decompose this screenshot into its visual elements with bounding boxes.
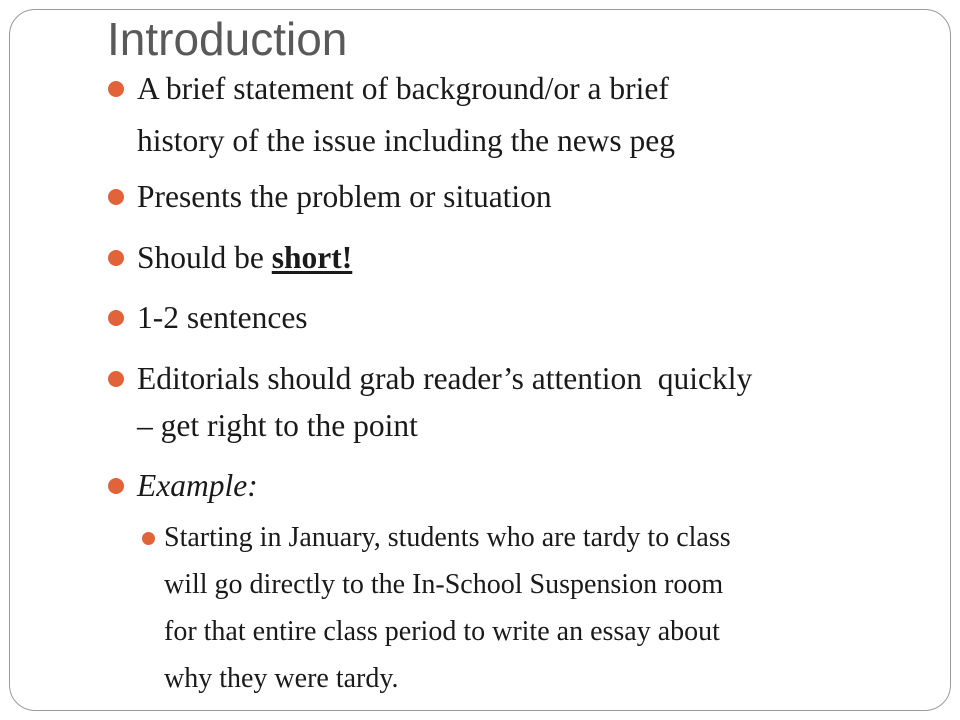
bullet-short-text: [137, 234, 352, 282]
example-line4: why they were tardy.: [164, 663, 399, 694]
bullet-dot-icon: [108, 310, 124, 326]
bullet-dot-icon: [108, 250, 124, 266]
example-line3: for that entire class period to write an essay about: [164, 616, 720, 647]
bullet-background-line1: A brief statement of background/or a brief: [137, 71, 669, 106]
example-line1: Starting in January, students who are tardy to class: [164, 522, 731, 553]
bullet-dot-icon: [108, 478, 124, 494]
bullet-dot-icon: [108, 81, 124, 97]
slide-title: Introduction: [107, 13, 348, 65]
bullet-dot-icon: [108, 189, 124, 205]
bullet-background-line2: history of the issue including the news peg: [137, 123, 676, 158]
bullet-editorials-line1: Editorials should grab reader’s attention quickly: [137, 361, 753, 396]
bullet-problem-text: Presents the problem or situation: [137, 179, 552, 214]
subbullet-dot-icon: [142, 532, 155, 545]
bullet-sentences-text: 1-2 sentences: [137, 300, 308, 335]
bullet-dot-icon: [108, 371, 124, 387]
bullet-editorials-line2: – get right to the point: [137, 408, 418, 443]
bullet-short-emphasis: short!: [271, 240, 353, 275]
example-line2: will go directly to the In-School Suspension room: [164, 569, 724, 600]
bullet-example-label: Example:: [137, 468, 258, 503]
bullet-short-prefix: Should be: [137, 240, 272, 275]
